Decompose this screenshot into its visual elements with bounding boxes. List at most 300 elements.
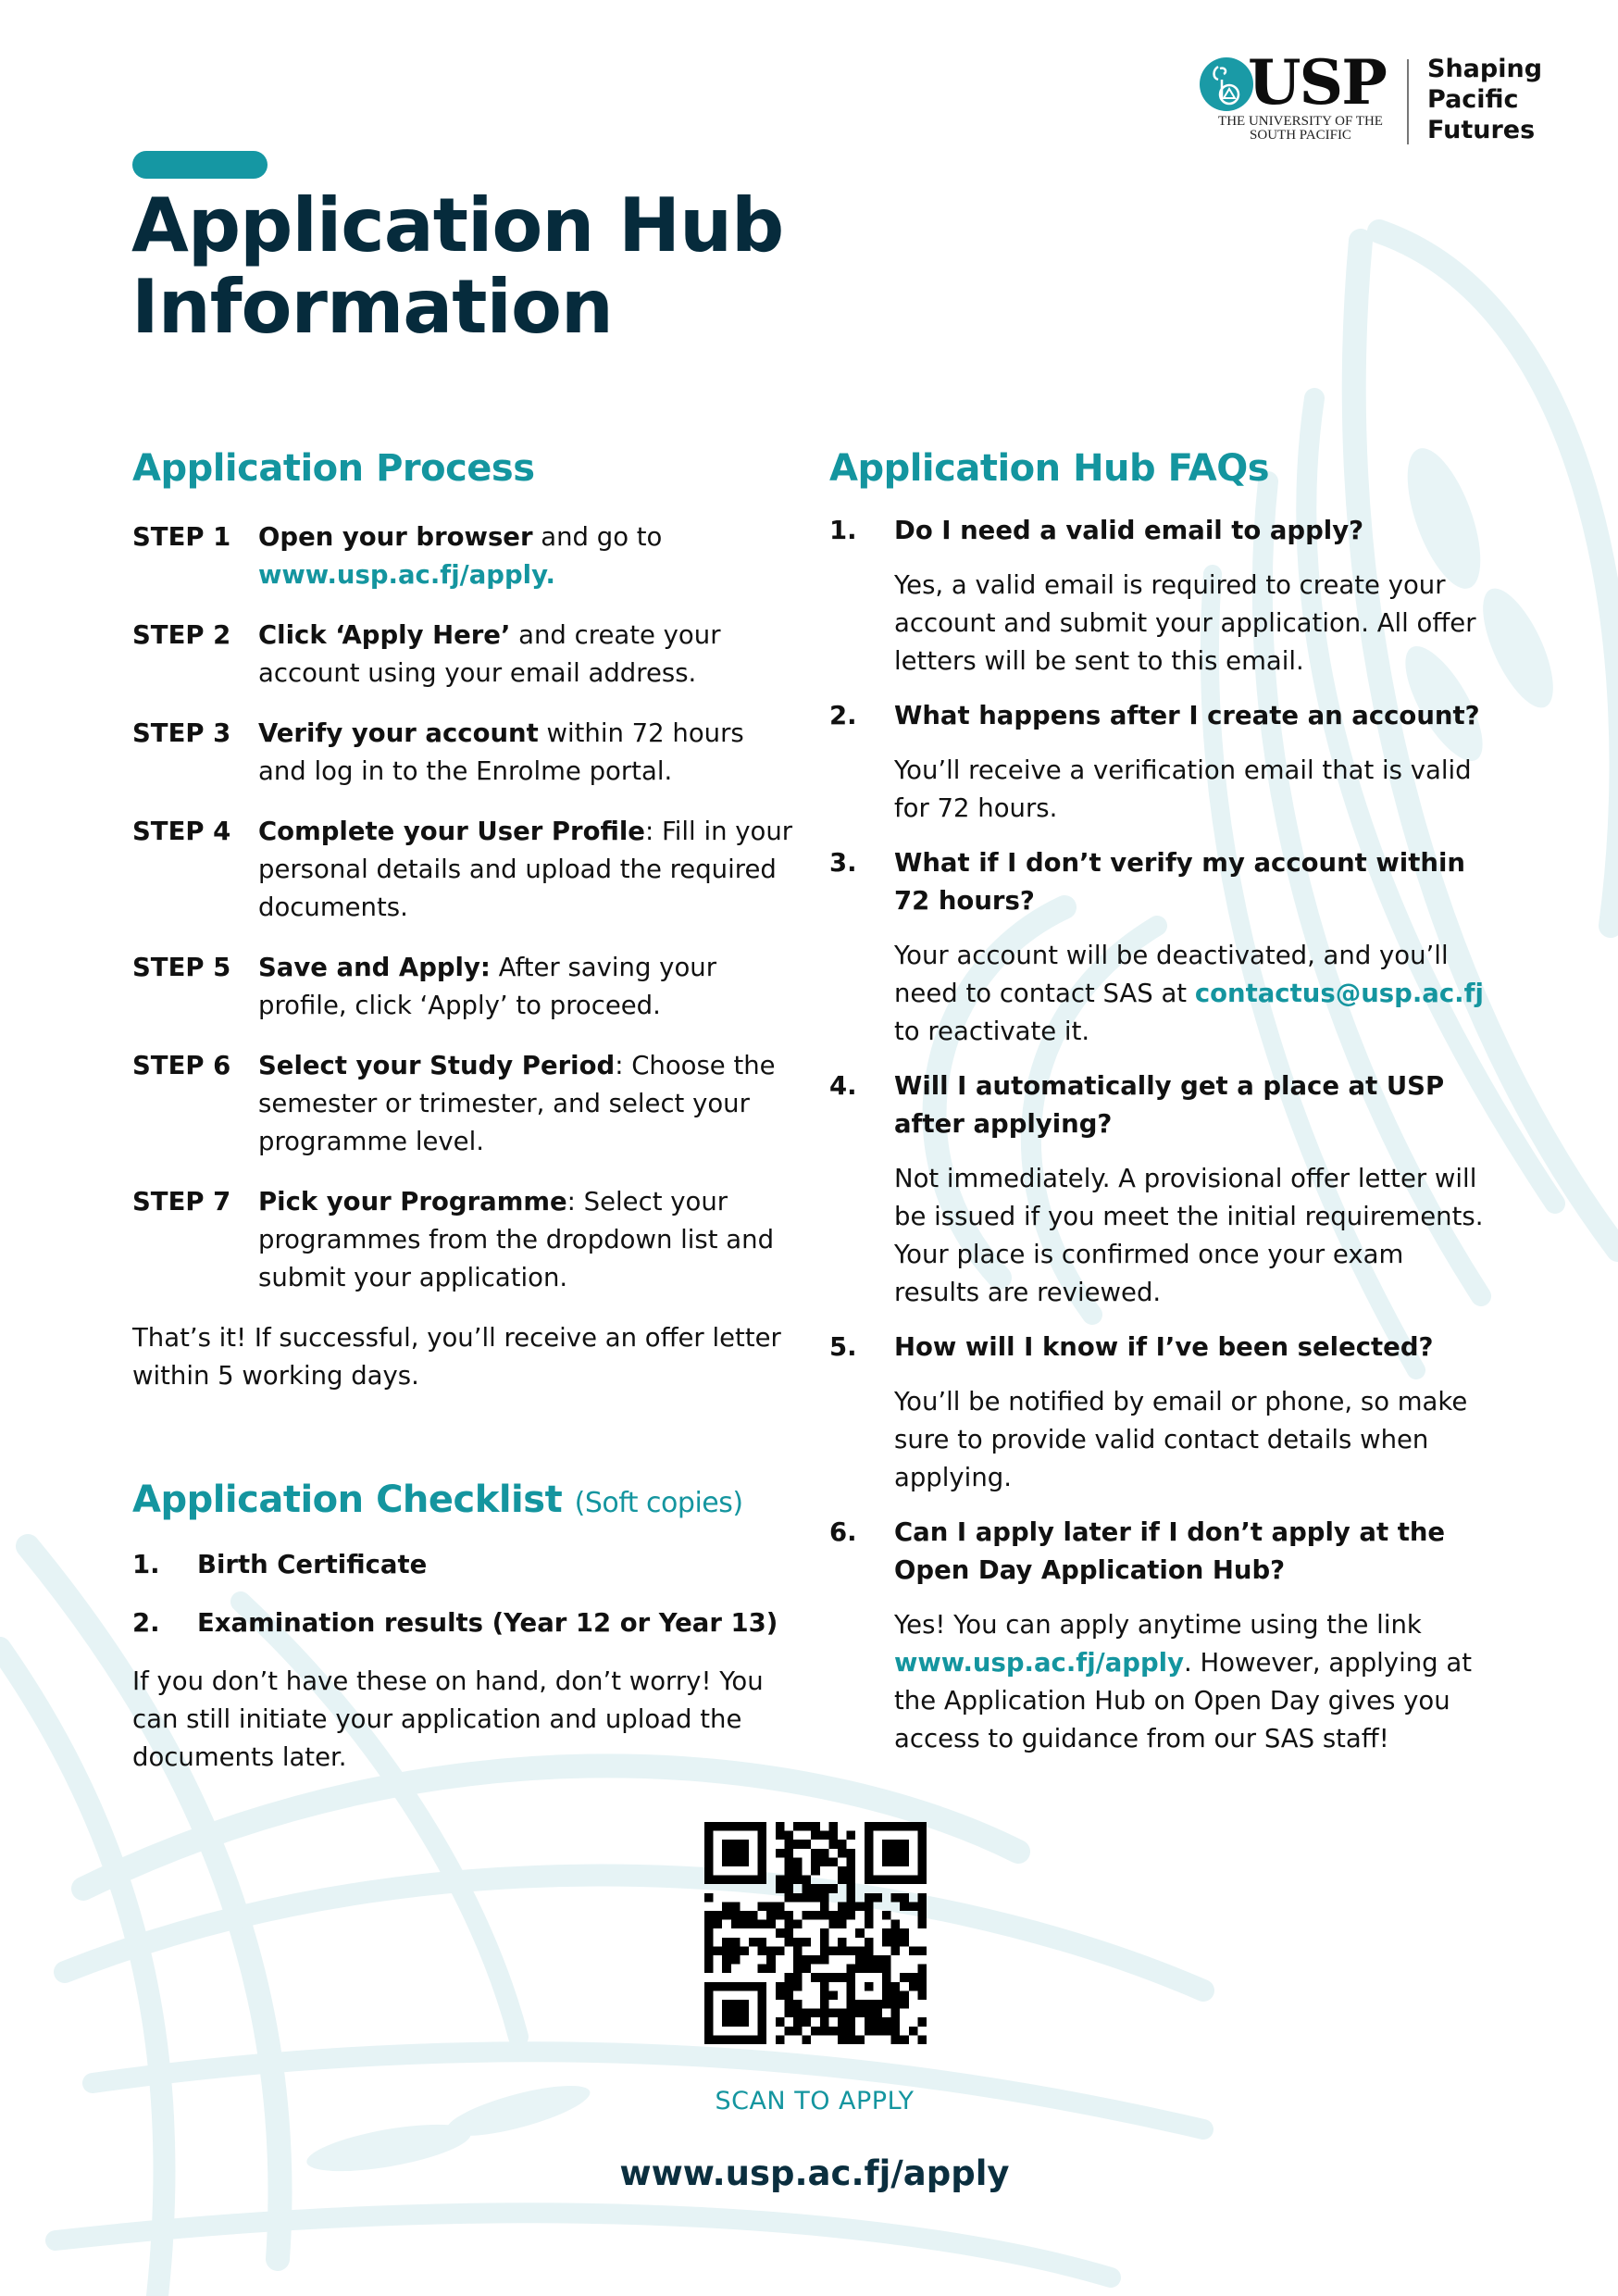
qr-module bbox=[820, 1982, 829, 1991]
qr-module bbox=[828, 1840, 838, 1849]
logo-divider bbox=[1407, 59, 1409, 144]
qr-module bbox=[776, 1849, 785, 1858]
qr-module bbox=[740, 1911, 749, 1920]
qr-module bbox=[828, 1911, 838, 1920]
qr-module bbox=[820, 1990, 829, 2000]
qr-module bbox=[793, 1946, 803, 1955]
qr-module bbox=[758, 1946, 767, 1955]
step-label: STEP 5 bbox=[132, 953, 231, 982]
step-text: : Choose the semester or trimester, and select your programme level. bbox=[258, 1051, 776, 1156]
qr-module bbox=[855, 1928, 865, 1938]
qr-module bbox=[811, 1822, 820, 1831]
qr-module bbox=[820, 1831, 829, 1841]
step-label: STEP 2 bbox=[132, 620, 231, 650]
qr-module bbox=[803, 1955, 812, 1965]
qr-module bbox=[803, 1884, 812, 1893]
qr-module bbox=[900, 2035, 909, 2044]
qr-module bbox=[838, 1920, 847, 1929]
title-accent-bar bbox=[132, 151, 268, 179]
qr-module bbox=[784, 1849, 793, 1858]
qr-module bbox=[891, 1982, 901, 1991]
qr-module bbox=[793, 1857, 803, 1866]
qr-code[interactable] bbox=[704, 1822, 927, 2044]
qr-module bbox=[917, 1990, 927, 2000]
qr-module bbox=[758, 1902, 767, 1911]
qr-module bbox=[917, 1920, 927, 1929]
faq-question-text: Will I automatically get a place at USP after applying? bbox=[894, 1071, 1445, 1139]
faq-num: 1. bbox=[829, 516, 857, 545]
qr-module bbox=[865, 1938, 874, 1947]
qr-module bbox=[784, 1982, 793, 1991]
qr-module bbox=[784, 2009, 793, 2018]
qr-module bbox=[838, 2035, 847, 2044]
checklist-item bbox=[132, 1604, 799, 1642]
qr-module bbox=[776, 2035, 785, 2044]
faq-answer bbox=[894, 1606, 1496, 1758]
faq-question bbox=[829, 1329, 1496, 1366]
process-closing: That’s it! If successful, you’ll receive an offer letter within 5 working days. bbox=[132, 1323, 781, 1391]
qr-module bbox=[882, 1911, 891, 1920]
qr-module bbox=[820, 2009, 829, 2018]
qr-module bbox=[784, 1866, 793, 1876]
qr-module bbox=[882, 1955, 891, 1965]
qr-module bbox=[847, 1831, 856, 1841]
qr-module bbox=[731, 1946, 741, 1955]
qr-module bbox=[820, 2027, 829, 2036]
qr-module bbox=[891, 2009, 901, 2018]
qr-module bbox=[891, 1938, 901, 1947]
faq-question-text: What if I don’t verify my account within 72 hours? bbox=[894, 848, 1465, 916]
tagline-line: Pacific bbox=[1427, 85, 1519, 114]
qr-module bbox=[776, 2017, 785, 2027]
qr-module bbox=[793, 1876, 803, 1885]
qr-module bbox=[793, 1822, 803, 1831]
qr-module bbox=[838, 1946, 847, 1955]
faq-item bbox=[829, 1329, 1496, 1497]
step-text: within 72 hours and log in to the Enrolme portal. bbox=[258, 718, 744, 786]
qr-module bbox=[838, 1840, 847, 1849]
step-item bbox=[132, 715, 799, 791]
qr-module bbox=[865, 1911, 874, 1920]
faq-answer-text: Not immediately. A provisional offer letter will be issued if you meet the initial requirements. Your place is confirmed once your exam results are reviewed. bbox=[894, 1164, 1484, 1307]
step-body bbox=[258, 617, 799, 693]
qr-module bbox=[811, 1911, 820, 1920]
step-bold: Complete your User Profile bbox=[258, 817, 645, 846]
qr-module bbox=[820, 1893, 829, 1903]
qr-module bbox=[828, 1990, 838, 2000]
qr-module bbox=[803, 1938, 812, 1947]
qr-module bbox=[776, 1928, 785, 1938]
faq-item bbox=[829, 1514, 1496, 1758]
qr-module bbox=[865, 2009, 874, 2018]
tagline-line: Shaping bbox=[1427, 55, 1543, 83]
step-label: STEP 6 bbox=[132, 1051, 231, 1080]
qr-module bbox=[917, 1973, 927, 1982]
step-item bbox=[132, 617, 799, 693]
qr-module bbox=[803, 2035, 812, 2044]
step-bold: Click ‘Apply Here’ bbox=[258, 620, 511, 650]
qr-module bbox=[776, 1946, 785, 1955]
checklist-label: Birth Certificate bbox=[197, 1550, 428, 1579]
apply-link[interactable]: www.usp.ac.fj/apply bbox=[894, 1648, 1185, 1678]
qr-module bbox=[803, 2009, 812, 2018]
faq-num: 6. bbox=[829, 1517, 857, 1547]
qr-module bbox=[900, 1928, 909, 1938]
step-body bbox=[258, 715, 799, 791]
step-bold: Select your Study Period bbox=[258, 1051, 616, 1080]
step-item bbox=[132, 813, 799, 927]
qr-module bbox=[784, 1911, 793, 1920]
qr-module bbox=[873, 2017, 882, 2027]
qr-module bbox=[722, 1938, 731, 1947]
faq-answer bbox=[894, 1160, 1496, 1312]
qr-module bbox=[900, 1990, 909, 2000]
qr-module bbox=[855, 2009, 865, 2018]
checklist-note: If you don’t have these on hand, don’t worry! You can still initiate your application and upload the documents later. bbox=[132, 1666, 764, 1772]
qr-module bbox=[882, 2017, 891, 2027]
qr-module bbox=[865, 1946, 874, 1955]
faq-num: 3. bbox=[829, 848, 857, 878]
faq-item bbox=[829, 697, 1496, 828]
qr-module bbox=[882, 2027, 891, 2036]
qr-module bbox=[882, 1840, 909, 1866]
qr-module bbox=[847, 1884, 856, 1893]
faq-list bbox=[829, 512, 1496, 1775]
faq-question-text: Can I apply later if I don’t apply at the Open Day Application Hub? bbox=[894, 1517, 1446, 1585]
qr-module bbox=[776, 1982, 785, 1991]
qr-module bbox=[820, 1911, 829, 1920]
qr-module bbox=[820, 1946, 829, 1955]
qr-module bbox=[917, 1946, 927, 1955]
usp-logo bbox=[1196, 46, 1566, 146]
qr-module bbox=[803, 1911, 812, 1920]
qr-module bbox=[828, 2027, 838, 2036]
checklist-heading-text: Application Checklist bbox=[132, 1479, 563, 1521]
faq-answer bbox=[894, 1383, 1496, 1497]
qr-module bbox=[793, 1973, 803, 1982]
qr-module bbox=[766, 1902, 776, 1911]
qr-module bbox=[784, 1857, 793, 1866]
qr-module bbox=[873, 1955, 882, 1965]
qr-module bbox=[838, 2027, 847, 2036]
qr-module bbox=[784, 1990, 793, 2000]
qr-module bbox=[784, 1840, 793, 1849]
qr-module bbox=[803, 1840, 812, 1849]
qr-module bbox=[838, 1938, 847, 1947]
qr-module bbox=[793, 1982, 803, 1991]
checklist-label: Examination results (Year 12 or Year 13) bbox=[197, 1608, 778, 1638]
qr-module bbox=[891, 2017, 901, 2027]
qr-module bbox=[803, 1893, 812, 1903]
qr-module bbox=[811, 2009, 820, 2018]
qr-module bbox=[865, 2027, 874, 2036]
qr-module bbox=[820, 1884, 829, 1893]
step-bold: Verify your account bbox=[258, 718, 539, 748]
qr-module bbox=[820, 1955, 829, 1965]
qr-module bbox=[784, 1938, 793, 1947]
step-bold: Save and Apply: bbox=[258, 953, 491, 982]
qr-module bbox=[847, 1849, 856, 1858]
qr-module bbox=[714, 1946, 723, 1955]
qr-module bbox=[838, 1911, 847, 1920]
checklist-num: 1. bbox=[132, 1550, 160, 1579]
qr-module bbox=[838, 1866, 847, 1876]
step-text: : Select your programmes from the dropdown list and submit your application. bbox=[258, 1187, 775, 1292]
qr-module bbox=[758, 1920, 767, 1929]
qr-module bbox=[838, 1876, 847, 1885]
faq-answer bbox=[894, 567, 1496, 680]
qr-module bbox=[917, 2017, 927, 2027]
qr-module bbox=[811, 1893, 820, 1903]
faq-question bbox=[829, 697, 1496, 735]
qr-module bbox=[731, 1938, 741, 1947]
qr-module bbox=[900, 1973, 909, 1982]
logo-tagline bbox=[1427, 54, 1542, 145]
qr-module bbox=[784, 1973, 793, 1982]
qr-module bbox=[766, 1911, 776, 1920]
qr-module bbox=[847, 1876, 856, 1885]
qr-module bbox=[731, 1911, 741, 1920]
qr-module bbox=[917, 1911, 927, 1920]
qr-module bbox=[828, 1884, 838, 1893]
logo-wordmark: USP bbox=[1248, 46, 1386, 119]
qr-module bbox=[776, 1876, 785, 1885]
qr-module bbox=[838, 2009, 847, 2018]
step-bold: Open your browser bbox=[258, 522, 533, 552]
qr-module bbox=[847, 1902, 856, 1911]
qr-module bbox=[776, 1822, 785, 1831]
qr-module bbox=[828, 1831, 838, 1841]
faq-answer-text: You’ll receive a verification email that is valid for 72 hours. bbox=[894, 755, 1472, 823]
qr-module bbox=[811, 1857, 820, 1866]
qr-module bbox=[811, 1955, 820, 1965]
qr-module bbox=[714, 1920, 723, 1929]
qr-module bbox=[776, 1831, 785, 1841]
qr-module bbox=[865, 1902, 874, 1911]
qr-module bbox=[820, 2000, 829, 2009]
qr-module bbox=[704, 1938, 714, 1947]
qr-module bbox=[917, 1965, 927, 1974]
qr-module bbox=[847, 2035, 856, 2044]
qr-module bbox=[776, 1911, 785, 1920]
faq-num: 2. bbox=[829, 701, 857, 730]
qr-module bbox=[704, 1955, 714, 1965]
qr-module bbox=[793, 1938, 803, 1947]
qr-module bbox=[776, 1884, 785, 1893]
qr-module bbox=[793, 2017, 803, 2027]
qr-module bbox=[722, 1911, 731, 1920]
qr-module bbox=[882, 1928, 891, 1938]
qr-module bbox=[838, 1902, 847, 1911]
qr-module bbox=[909, 1902, 918, 1911]
logo-subtitle-line2: SOUTH PACIFIC bbox=[1250, 128, 1351, 143]
faq-question bbox=[829, 512, 1496, 550]
qr-module bbox=[838, 1849, 847, 1858]
qr-module bbox=[891, 2027, 901, 2036]
step-bold: Pick your Programme bbox=[258, 1187, 567, 1217]
page-title bbox=[131, 182, 965, 350]
qr-module bbox=[793, 1893, 803, 1903]
qr-module bbox=[820, 1902, 829, 1911]
qr-module bbox=[749, 1938, 758, 1947]
qr-module bbox=[793, 1866, 803, 1876]
footer-apply-link[interactable]: www.usp.ac.fj/apply bbox=[619, 2153, 1010, 2193]
faq-answer-text: Yes, a valid email is required to create your account and submit your application. All offer letters will be sent to this email. bbox=[894, 570, 1476, 676]
faq-item bbox=[829, 1067, 1496, 1312]
qr-module bbox=[803, 1876, 812, 1885]
qr-module bbox=[784, 1928, 793, 1938]
qr-module bbox=[820, 1849, 829, 1858]
faq-question bbox=[829, 844, 1496, 920]
qr-module bbox=[847, 1911, 856, 1920]
qr-module bbox=[793, 1920, 803, 1929]
faq-answer-text: Your account will be deactivated, and you’ll need to contact SAS at bbox=[894, 941, 1449, 1008]
qr-module bbox=[722, 1946, 731, 1955]
faq-num: 4. bbox=[829, 1071, 857, 1101]
qr-module bbox=[820, 1857, 829, 1866]
qr-module bbox=[820, 1938, 829, 1947]
qr-module bbox=[740, 1946, 749, 1955]
qr-module bbox=[855, 1946, 865, 1955]
qr-module bbox=[891, 1928, 901, 1938]
qr-module bbox=[900, 1938, 909, 1947]
qr-module bbox=[891, 1920, 901, 1929]
step-item bbox=[132, 1047, 799, 1161]
step-body bbox=[258, 518, 799, 594]
qr-module bbox=[865, 1893, 874, 1903]
qr-module bbox=[909, 1973, 918, 1982]
qr-module bbox=[731, 1902, 741, 1911]
qr-module bbox=[793, 1965, 803, 1974]
step-item bbox=[132, 1183, 799, 1297]
qr-module bbox=[828, 1822, 838, 1831]
qr-module bbox=[803, 1822, 812, 1831]
process-steps bbox=[132, 518, 799, 1395]
qr-module bbox=[855, 1955, 865, 1965]
qr-module bbox=[793, 2027, 803, 2036]
step-item bbox=[132, 949, 799, 1025]
qr-module bbox=[704, 1911, 714, 1920]
faq-question-text: Do I need a valid email to apply? bbox=[894, 516, 1364, 545]
qr-code-icon bbox=[704, 1822, 927, 2044]
faq-answer-text: You’ll be notified by email or phone, so make sure to provide valid contact details when applying. bbox=[894, 1387, 1468, 1492]
qr-module bbox=[900, 1902, 909, 1911]
faq-answer-text: Yes! You can apply anytime using the link bbox=[894, 1610, 1422, 1640]
qr-module bbox=[838, 1973, 847, 1982]
qr-module bbox=[784, 2027, 793, 2036]
qr-module bbox=[811, 1849, 820, 1858]
qr-module bbox=[704, 1893, 714, 1903]
qr-module bbox=[828, 1973, 838, 1982]
step-body bbox=[258, 813, 799, 927]
qr-module bbox=[704, 1920, 714, 1929]
qr-module bbox=[784, 2000, 793, 2009]
qr-module bbox=[909, 1946, 918, 1955]
qr-module bbox=[758, 1965, 767, 1974]
step-text: : Fill in your personal details and upload the required documents. bbox=[258, 817, 793, 922]
checklist-item bbox=[132, 1546, 799, 1584]
qr-module bbox=[704, 1928, 714, 1938]
faq-answer bbox=[894, 752, 1496, 828]
qr-module bbox=[909, 2027, 918, 2036]
qr-module bbox=[891, 1990, 901, 2000]
qr-module bbox=[873, 1893, 882, 1903]
checklist-heading bbox=[132, 1478, 799, 1526]
qr-module bbox=[891, 2000, 901, 2009]
qr-module bbox=[917, 2035, 927, 2044]
qr-module bbox=[793, 2009, 803, 2018]
qr-module bbox=[811, 1973, 820, 1982]
faq-answer-text: to reactivate it. bbox=[894, 1017, 1090, 1046]
qr-module bbox=[704, 1965, 714, 1974]
qr-module bbox=[766, 1920, 776, 1929]
qr-module bbox=[722, 1902, 731, 1911]
faq-answer bbox=[894, 937, 1496, 1051]
qr-module bbox=[865, 1955, 874, 1965]
qr-module bbox=[873, 2027, 882, 2036]
qr-module bbox=[917, 1902, 927, 1911]
qr-module bbox=[784, 1893, 793, 1903]
qr-module bbox=[828, 1857, 838, 1866]
apply-link[interactable]: www.usp.ac.fj/apply. bbox=[258, 560, 555, 590]
contact-email-link[interactable]: contactus@usp.ac.fj bbox=[1194, 979, 1484, 1008]
qr-module bbox=[803, 1965, 812, 1974]
faq-item bbox=[829, 512, 1496, 680]
qr-module bbox=[749, 1911, 758, 1920]
faq-heading: Application Hub FAQs bbox=[829, 447, 1270, 490]
step-label: STEP 1 bbox=[132, 522, 231, 552]
faq-item bbox=[829, 844, 1496, 1051]
qr-module bbox=[838, 2017, 847, 2027]
qr-module bbox=[828, 1946, 838, 1955]
qr-module bbox=[714, 1911, 723, 1920]
qr-module bbox=[847, 1946, 856, 1955]
faq-question-text: How will I know if I’ve been selected? bbox=[894, 1332, 1434, 1362]
qr-module bbox=[820, 2017, 829, 2027]
qr-module bbox=[882, 1938, 891, 1947]
qr-module bbox=[784, 1831, 793, 1841]
qr-module bbox=[749, 1920, 758, 1929]
logo-subtitle bbox=[1203, 115, 1398, 143]
qr-module bbox=[847, 2017, 856, 2027]
qr-module bbox=[722, 1955, 731, 1965]
qr-module bbox=[855, 1902, 865, 1911]
checklist bbox=[132, 1546, 799, 1777]
step-text: and go to bbox=[532, 522, 663, 552]
qr-module bbox=[847, 2009, 856, 2018]
qr-module bbox=[811, 1866, 820, 1876]
qr-module bbox=[722, 1965, 731, 1974]
qr-module bbox=[731, 1955, 741, 1965]
qr-module bbox=[865, 2017, 874, 2027]
qr-module bbox=[891, 1946, 901, 1955]
qr-module bbox=[722, 1840, 749, 1866]
step-body bbox=[258, 949, 799, 1025]
checklist-heading-note: (Soft copies) bbox=[574, 1487, 743, 1519]
usp-emblem-icon bbox=[1200, 57, 1253, 111]
qr-module bbox=[793, 1840, 803, 1849]
page-title-line1: Application Hub bbox=[131, 182, 784, 268]
qr-module bbox=[847, 2027, 856, 2036]
scan-to-apply-label: SCAN TO APPLY bbox=[715, 2087, 915, 2115]
qr-module bbox=[793, 1955, 803, 1965]
qr-module bbox=[855, 2035, 865, 2044]
qr-module bbox=[865, 1920, 874, 1929]
page-title-line2: Information bbox=[131, 264, 613, 350]
qr-module bbox=[847, 1857, 856, 1866]
qr-module bbox=[828, 1920, 838, 1929]
faq-question bbox=[829, 1067, 1496, 1143]
